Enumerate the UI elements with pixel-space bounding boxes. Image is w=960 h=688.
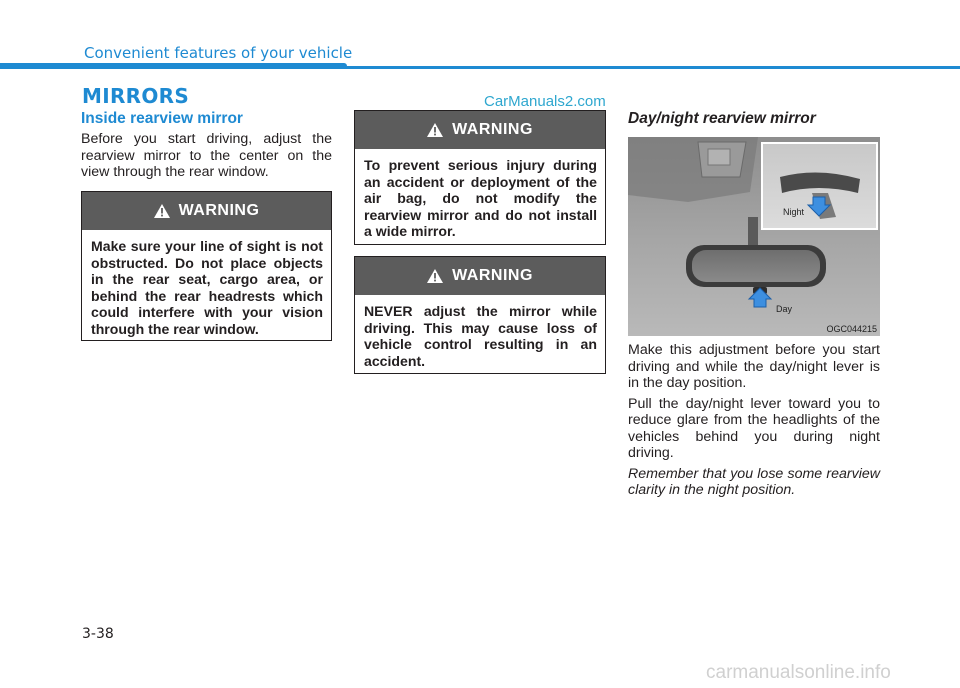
warning-text: Make sure your line of sight is not obstructed. Do not place objects in the rear seat, cargo area, or behind the rear headrests which could interfere with your vision through the rear window. [91, 238, 323, 337]
figure-code: OGC044215 [826, 324, 877, 334]
night-label: Night [783, 207, 805, 217]
warning-triangle-icon [154, 204, 170, 218]
warning-box-2 [354, 110, 606, 245]
inside-mirror-intro: Before you start driving, adjust the rearview mirror to the center on the view through the rear window. [81, 131, 332, 180]
watermark-link[interactable]: CarManuals2.com [484, 93, 606, 110]
warning-text: NEVER adjust the mirror while driving. This may cause loss of vehicle control resulting in an accident. [364, 303, 597, 369]
mirror-stem [748, 217, 758, 247]
inside-mirror-title: Inside rearview mirror [81, 110, 243, 127]
italic-note: Remember that you lose some rearview clarity in the night position. [628, 465, 880, 498]
lamp-lens [708, 149, 730, 165]
mirror-glass [692, 250, 820, 282]
warning-header [82, 192, 331, 230]
warning-text: To prevent serious injury during an accident or deployment of the air bag, do not modify the rearview mirror and do not install a wide mirror. [364, 157, 597, 239]
section-title: Convenient features of your vehicle [84, 44, 353, 62]
warning-header [355, 111, 605, 149]
warning-box-1 [81, 191, 332, 341]
day-night-title: Day/night rearview mirror [628, 110, 816, 127]
day-label: Day [776, 304, 793, 314]
paragraph: Pull the day/night lever toward you to reduce glare from the headlights of the vehicles behind you during night driving. [628, 395, 880, 461]
day-night-body [628, 342, 880, 503]
warning-label: WARNING [452, 267, 533, 284]
rearview-mirror-figure [628, 137, 880, 336]
warning-header [355, 257, 605, 295]
header-tab [0, 63, 347, 69]
paragraph: Make this adjustment before you start driving and while the day/night lever is in the day position. [628, 342, 880, 391]
footer-watermark-link[interactable]: carmanualsonline.info [706, 662, 891, 683]
warning-triangle-icon [427, 269, 443, 283]
warning-triangle-icon [427, 123, 443, 137]
warning-label: WARNING [452, 121, 533, 138]
warning-box-3 [354, 256, 606, 374]
page-number: 3-38 [82, 626, 114, 642]
warning-label: WARNING [178, 202, 260, 219]
chapter-title: MIRRORS [82, 84, 190, 108]
